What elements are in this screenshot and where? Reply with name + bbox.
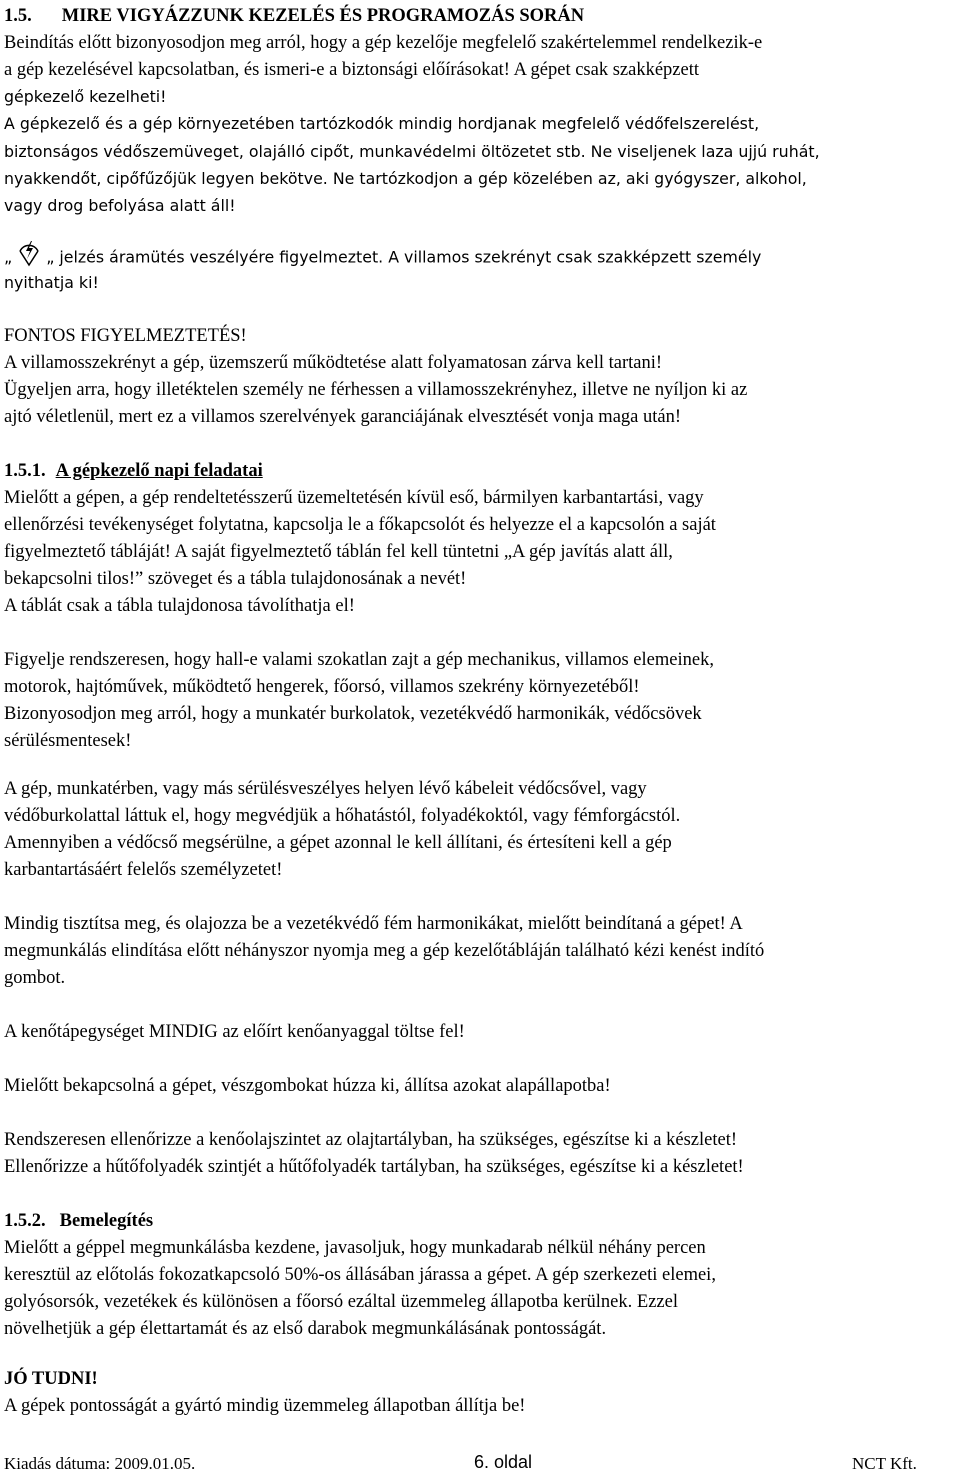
paragraph-line: megmunkálás elindítása előtt néhányszor nyomja meg a gép kezelőtábláján található kézi kenést indító: [4, 941, 765, 961]
electric-warning-line: nyithatja ki!: [4, 273, 99, 292]
subsection-heading: [4, 459, 263, 483]
intro-line: gépkezelő kezelheti!: [4, 87, 167, 106]
paragraph-line: Amennyiben a védőcső megsérülne, a gépet azonnal le kell állítani, és értesíteni kell a gép: [4, 833, 672, 853]
subsection-number: 1.5.2.: [4, 1211, 46, 1231]
ppe-line: nyakkendőt, cipőfűzőjük legyen bekötve. Ne tartózkodjon a gép közelében az, aki gyógyszer, alkohol,: [4, 169, 807, 188]
section-number: 1.5.: [4, 6, 32, 26]
ppe-line: A gépkezelő és a gép környezetében tartózkodók mindig hordjanak megfelelő védőfelszerelést,: [4, 114, 760, 133]
section-heading: [4, 4, 584, 28]
paragraph-line: Rendszeresen ellenőrizze a kenőolajszintet az olajtartályban, ha szükséges, egészítse ki a készletet!: [4, 1130, 737, 1150]
paragraph-line: A kenőtápegységet MINDIG az előírt kenőanyaggal töltse fel!: [4, 1022, 465, 1042]
paragraph-line: Bizonyosodjon meg arról, hogy a munkatér burkolatok, vezetékvédő harmonikák, védőcsövek: [4, 704, 702, 724]
paragraph-line: Mindig tisztítsa meg, és olajozza be a vezetékvédő fém harmonikákat, mielőtt beindítaná a gépet! A: [4, 914, 743, 934]
warning-line: ajtó véletlenül, mert ez a villamos szerelvények garanciájának elvesztését vonja maga után!: [4, 407, 682, 427]
paragraph-line: motorok, hajtóművek, működtető hengerek, főorsó, villamos szekrény környezetéből!: [4, 677, 640, 697]
intro-line: a gép kezelésével kapcsolatban, és ismeri-e a biztonsági előírásokat! A gépet csak szakképzett: [4, 60, 700, 80]
paragraph-line: gombot.: [4, 968, 66, 988]
section-title: MIRE VIGYÁZZUNK KEZELÉS ÉS PROGRAMOZÁS SORÁN: [61, 6, 585, 26]
paragraph-line: golyósorsók, vezetékek és különösen a főorsó ezáltal üzemmeleg állapotba kerülnek. Ezzel: [4, 1292, 678, 1312]
paragraph-line: A táblát csak a tábla tulajdonosa távolíthatja el!: [4, 596, 355, 616]
ppe-line: biztonságos védőszemüveget, olajálló cipőt, munkavédelmi öltözetet stb. Ne viseljenek laza ujjú ruhát,: [4, 142, 820, 161]
paragraph-line: védőburkolattal láttuk el, hogy megvédjük a hőhatástól, folyadékoktól, vagy fémforgácstól.: [4, 806, 681, 826]
footer-company: NCT Kft.: [852, 1454, 917, 1473]
quote-open: „: [4, 247, 13, 267]
paragraph-line: növelhetjük a gép élettartamát és az első darabok megmunkálásának pontosságát.: [4, 1319, 607, 1339]
paragraph-line: A gép, munkatérben, vagy más sérülésveszélyes helyen lévő kábeleit védőcsővel, vagy: [4, 779, 647, 799]
footer-issue-date: Kiadás dátuma: 2009.01.05.: [4, 1454, 196, 1473]
paragraph-line: Mielőtt a gépen, a gép rendeltetésszerű üzemeltetésén kívül eső, bármilyen karbantartási, vagy: [4, 488, 704, 508]
intro-line: Beindítás előtt bizonyosodjon meg arról, hogy a gép kezelője megfelelő szakértelemmel rendelkezik-e: [4, 33, 763, 53]
paragraph-line: Mielőtt a géppel megmunkálásba kezdene, javasoljuk, hogy munkadarab nélkül néhány percen: [4, 1238, 706, 1258]
electric-warning-text: „ jelzés áramütés veszélyére figyelmeztet. A villamos szekrényt csak szakképzett személy: [46, 247, 762, 267]
warning-line: A villamosszekrényt a gép, üzemszerű működtetése alatt folyamatosan zárva kell tartani!: [4, 353, 663, 373]
good-to-know-title: JÓ TUDNI!: [4, 1369, 98, 1389]
electric-warning-line: [4, 243, 761, 273]
electric-shock-icon: [18, 237, 40, 267]
paragraph-line: bekapcsolni tilos!” szöveget és a tábla tulajdonosának a nevét!: [4, 569, 467, 589]
subsection-heading: [4, 1209, 153, 1233]
paragraph-line: Figyelje rendszeresen, hogy hall-e valami szokatlan zajt a gép mechanikus, villamos elemeinek,: [4, 650, 714, 670]
subsection-title: A gépkezelő napi feladatai: [55, 461, 263, 481]
paragraph-line: karbantartásáért felelős személyzetet!: [4, 860, 283, 880]
paragraph-line: ellenőrzési tevékenységet folytatna, kapcsolja le a főkapcsolót és helyezze el a kapcsolón a saját: [4, 515, 716, 535]
subsection-number: 1.5.1.: [4, 461, 46, 481]
paragraph-line: figyelmeztető tábláját! A saját figyelmeztető táblán fel kell tüntetni „A gép javítás alatt áll,: [4, 542, 673, 562]
ppe-line: vagy drog befolyása alatt áll!: [4, 196, 236, 215]
paragraph-line: keresztül az előtolás fokozatkapcsoló 50%-os állásában járassa a gépet. A gép szerkezeti elemei,: [4, 1265, 716, 1285]
warning-line: Ügyeljen arra, hogy illetéktelen személy ne férhessen a villamosszekrényhez, illetve ne nyíljon ki az: [4, 380, 748, 400]
paragraph-line: Ellenőrizze a hűtőfolyadék szintjét a hűtőfolyadék tartályban, ha szükséges, egészítse ki a készletet!: [4, 1157, 744, 1177]
paragraph-line: Mielőtt bekapcsolná a gépet, vészgombokat húzza ki, állítsa azokat alapállapotba!: [4, 1076, 611, 1096]
good-to-know-text: A gépek pontosságát a gyártó mindig üzemmeleg állapotban állítja be!: [4, 1396, 526, 1416]
warning-title: FONTOS FIGYELMEZTETÉS!: [4, 326, 247, 346]
footer-page-number: 6. oldal: [474, 1452, 533, 1472]
paragraph-line: sérülésmentesek!: [4, 731, 132, 751]
subsection-title: Bemelegítés: [59, 1211, 154, 1231]
